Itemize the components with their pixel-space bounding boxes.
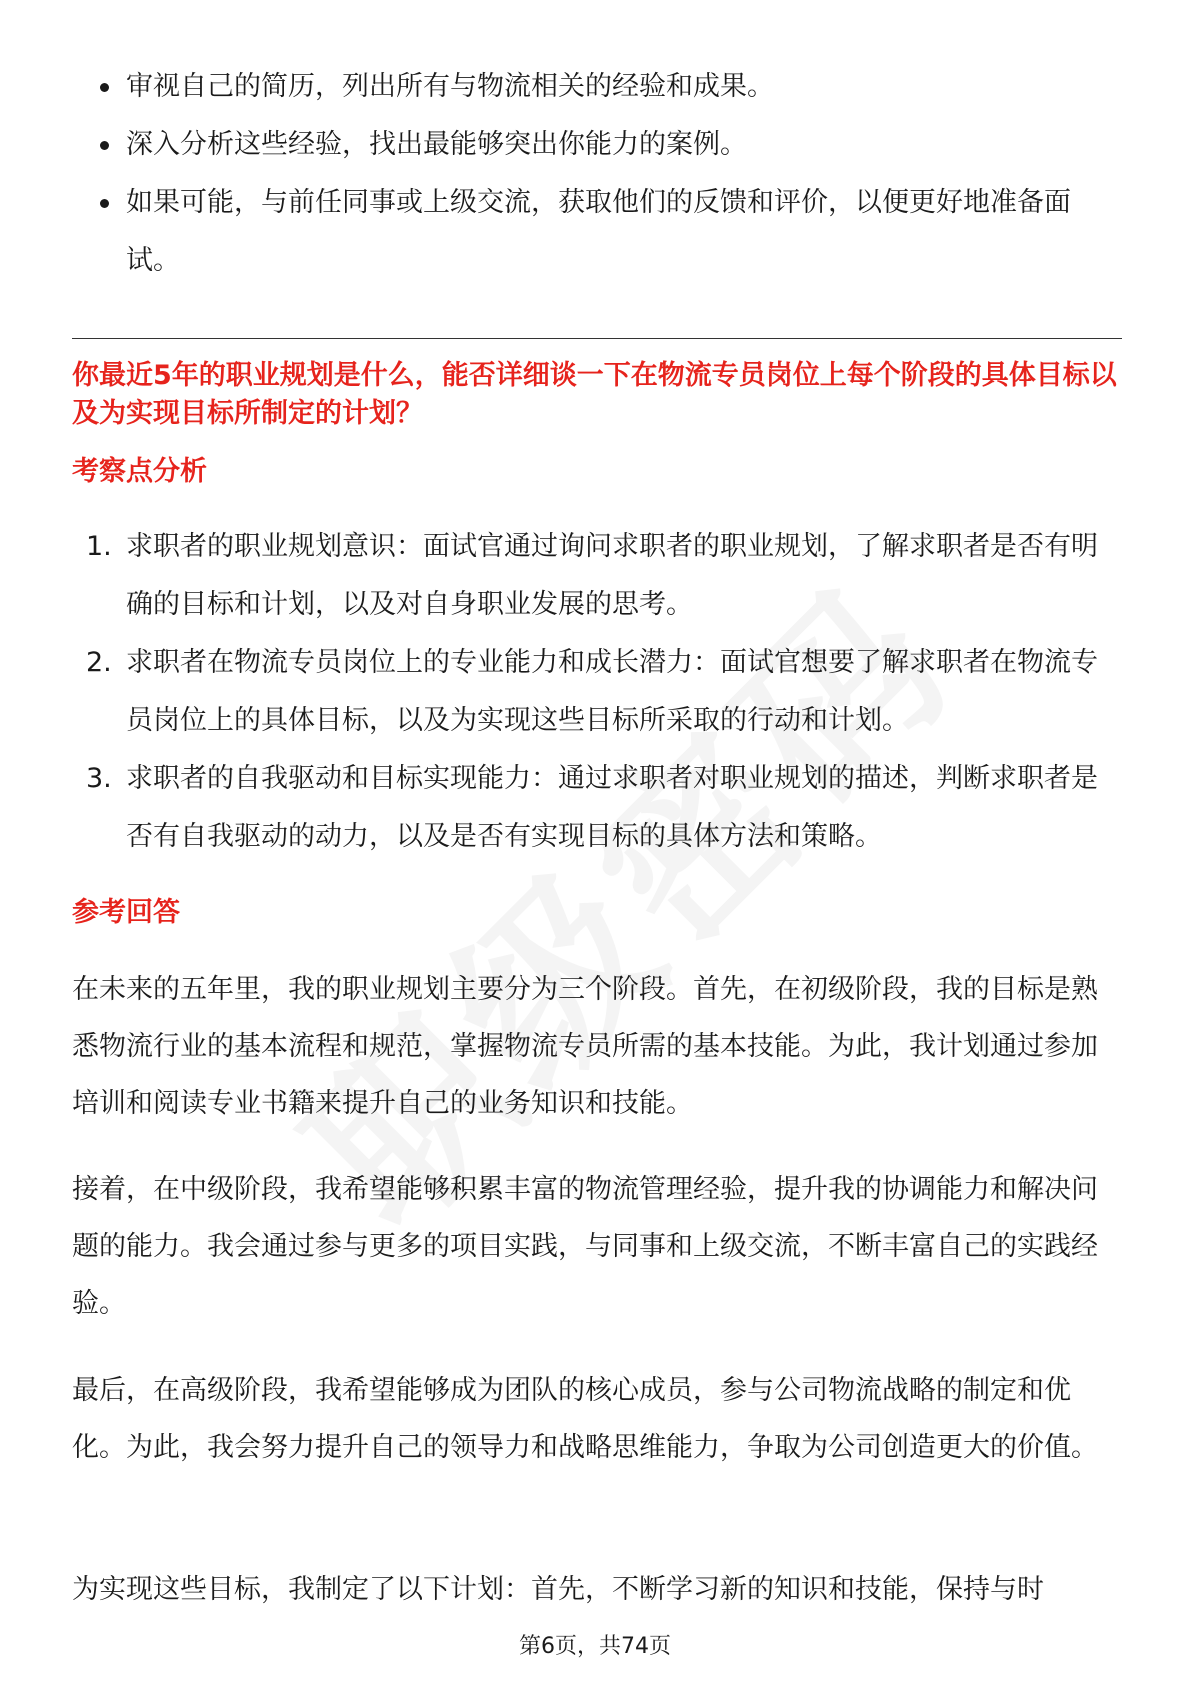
bullet-item	[72, 116, 1122, 174]
bullet-text: 如果可能，与前任同事或上级交流，获取他们的反馈和评价，以便更好地准备面试。	[126, 187, 1071, 276]
bullet-dot-icon	[100, 141, 109, 150]
analysis-item	[72, 750, 1122, 866]
answer-paragraph: 在未来的五年里，我的职业规划主要分为三个阶段。首先，在初级阶段，我的目标是熟悉物流行业的基本流程和规范，掌握物流专员所需的基本技能。为此，我计划通过参加培训和阅读专业书籍来提升自己的业务知识和技能。	[72, 974, 1098, 1119]
question-heading: 你最近5年的职业规划是什么，能否详细谈一下在物流专员岗位上每个阶段的具体目标以及为实现目标所制定的计划？	[72, 360, 1117, 429]
bullet-dot-icon	[100, 83, 109, 92]
item-text: 求职者的自我驱动和目标实现能力：通过求职者对职业规划的描述，判断求职者是否有自我驱动的动力，以及是否有实现目标的具体方法和策略。	[126, 763, 1098, 852]
bullet-dot-icon	[100, 199, 109, 208]
item-text: 求职者在物流专员岗位上的专业能力和成长潜力：面试官想要了解求职者在物流专员岗位上的具体目标，以及为实现这些目标所采取的行动和计划。	[126, 647, 1098, 736]
analysis-item	[72, 518, 1122, 634]
answer-paragraph: 为实现这些目标，我制定了以下计划：首先，不断学习新的知识和技能，保持与时	[72, 1574, 1044, 1605]
answer-paragraph: 最后，在高级阶段，我希望能够成为团队的核心成员，参与公司物流战略的制定和优化。为此，我会努力提升自己的领导力和战略思维能力，争取为公司创造更大的价值。	[72, 1375, 1098, 1463]
bullet-text: 审视自己的简历，列出所有与物流相关的经验和成果。	[126, 71, 774, 102]
page-footer: 第6页，共74页	[519, 1634, 671, 1659]
section-divider	[72, 338, 1122, 339]
analysis-title: 考察点分析	[72, 456, 207, 487]
item-number: 3.	[86, 763, 112, 794]
bullet-item	[72, 174, 1122, 290]
answer-title: 参考回答	[72, 897, 180, 928]
bullet-list	[72, 58, 1122, 290]
item-number: 1.	[86, 531, 112, 562]
bullet-text: 深入分析这些经验，找出最能够突出你能力的案例。	[126, 129, 747, 160]
answer-paragraph: 接着，在中级阶段，我希望能够积累丰富的物流管理经验，提升我的协调能力和解决问题的能力。我会通过参与更多的项目实践，与同事和上级交流，不断丰富自己的实践经验。	[72, 1174, 1098, 1319]
item-number: 2.	[86, 647, 112, 678]
analysis-item	[72, 634, 1122, 750]
item-text: 求职者的职业规划意识：面试官通过询问求职者的职业规划，了解求职者是否有明确的目标和计划，以及对自身职业发展的思考。	[126, 531, 1098, 620]
bullet-item	[72, 58, 1122, 116]
analysis-list	[72, 518, 1122, 866]
